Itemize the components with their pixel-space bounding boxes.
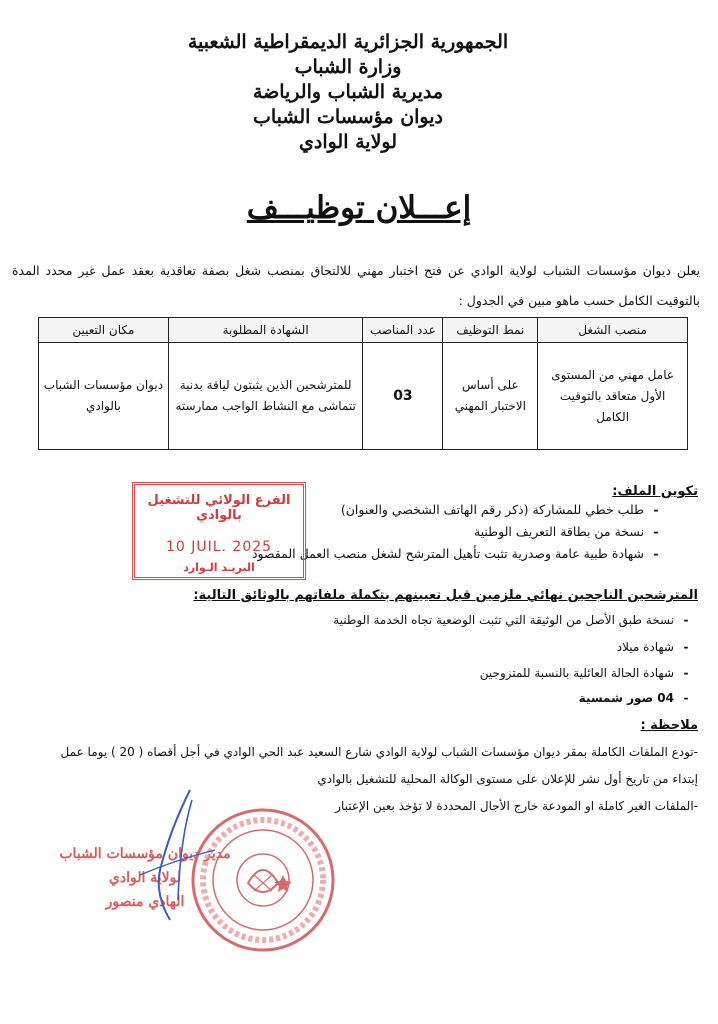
letterhead [168,30,528,155]
list-item: -طلب خطي للمشاركة (ذكر رقم الهاتف الشخصي والعنوان) [340,502,659,517]
signatory-wilaya: لولاية الوادي [108,870,182,886]
stamp-office: الفرع الولائي للتشغيل بالوادي [147,493,291,523]
table-header-row [39,318,688,343]
certificate-cell: للمترشحين الذين يثبتون لياقة بدنية تتماشى مع النشاط الواجب ممارسته [168,343,363,450]
file-section [14,484,698,565]
list-item: -نسخة طبق الأصل من الوثيقة التي تثبت الوضعية تجاه الخدمة الوطنية [333,613,689,627]
list-item: -شهادة ميلاد [616,639,689,654]
location-cell: ديوان مؤسسات الشباب بالوادي [39,343,169,450]
republic-name: الجمهورية الجزائرية الديمقراطية الشعبية [187,31,509,53]
list-item: -شهادة طبية عامة وصدرية تثبت تأهيل المترشح لشغل منصب العمل المقصود [251,546,659,561]
directorate-name: مديرية الشباب والرياضة [252,81,444,103]
count-cell: 03 [363,343,443,450]
notes-title: ملاحظة : [640,718,698,733]
position-cell: عامل مهني من المستوى الأول متعاقد بالتوقيت الكامل [538,343,688,450]
list-item: -04 صور شمسية [578,690,689,705]
file-list [14,499,668,565]
notes-section [14,714,698,818]
jobs-table [38,317,688,450]
ministry-name: وزارة الشباب [294,56,402,78]
column-header: مكان التعيين [39,318,169,343]
intro-paragraph: يعلن ديوان مؤسسات الشباب لولاية الوادي عن فتح اختبار مهني للالتحاق بمنصب شغل بصفة تعاقدية بعقد عمل غير محدد المدة بالتوقيت الكامل حسب ماهو مبين في الجدول : [12,263,700,308]
page-title: إعـــلان توظيـــف [246,190,472,226]
note-line: -الملفات الغير كاملة او المودعة خارج الأجال المحددة لا تؤخذ بعين الإعتبار [335,799,698,813]
final-section [14,588,698,709]
file-section-title: تكوين الملف: [612,484,698,499]
final-section-title: المترشحين الناجحين نهائي ملزمين قبل تعيينهم بتكملة ملفاتهم بالوثائق التالية: [193,588,698,603]
stamp-mail: البريـد الـوارد [183,561,255,574]
column-header: نمط التوظيف [443,318,538,343]
final-list [14,609,698,709]
stamp-date: 10 JUIL. 2025 [165,539,273,555]
signatory-name: الهادي منصور [105,894,185,910]
note-line: إبتداء من تاريخ أول نشر للإعلان على مستوى الوكالة المحلية للتشغيل بالوادي [317,772,698,786]
column-header: عدد المناصب [363,318,443,343]
table-row [39,343,688,450]
list-item: -نسخة من بطاقة التعريف الوطنية [473,524,659,539]
list-item: -شهادة الحالة العائلية بالنسبة للمتزوجين [479,666,689,680]
wilaya-name: لولاية الوادي [298,131,398,153]
signatory-title: مدير ديوان مؤسسات الشباب [59,846,231,862]
column-header: منصب الشغل [538,318,688,343]
handwritten-signature-icon [120,780,230,930]
note-line: -تودع الملفات الكاملة بمقر ديوان مؤسسات الشباب لولاية الوادي شارع السعيد عبد الحي الوادي في أجل أقصاه ( 20 ) يوما عمل [60,745,698,759]
received-stamp [132,482,306,580]
column-header: الشهادة المطلوبة [168,318,363,343]
mode-cell: على أساس الاختبار المهني [443,343,538,450]
office-name: ديوان مؤسسات الشباب [253,106,443,128]
